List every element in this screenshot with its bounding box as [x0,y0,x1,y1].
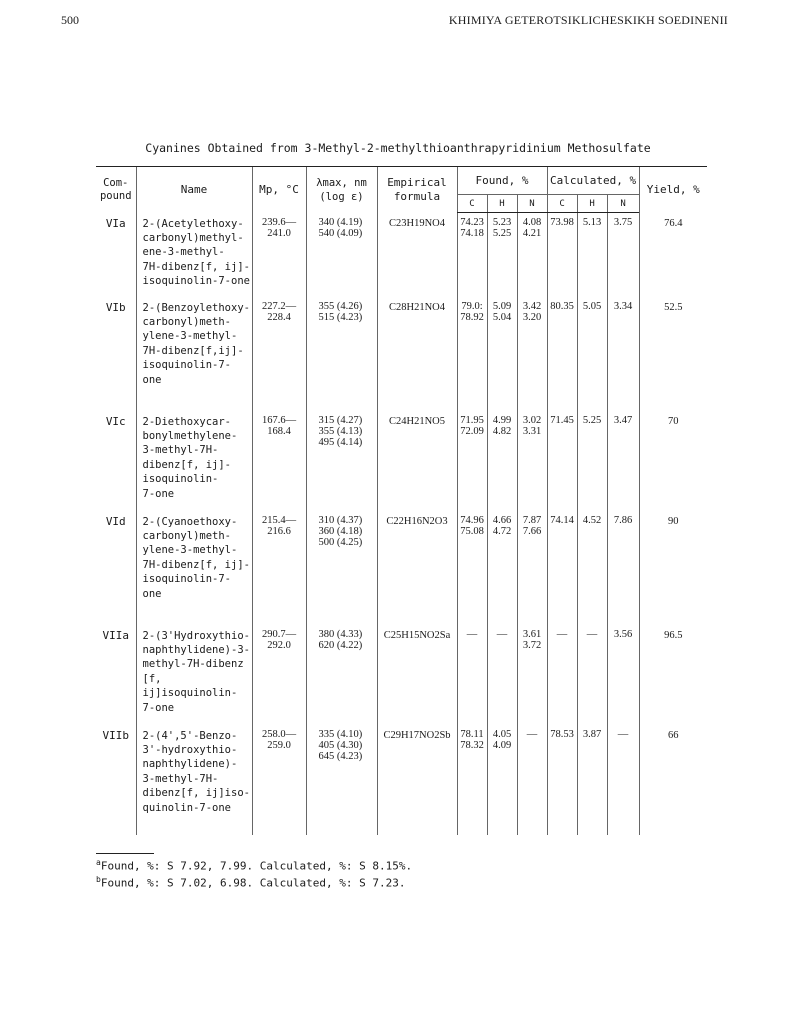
name-line: isoquinolin-7- [142,573,232,586]
mp-cell [252,511,306,625]
found-n-value: 3.42 [522,300,542,312]
yield-cell [639,213,707,297]
lambda-line: 405 (4.30) [318,739,363,751]
yield-cell [639,297,707,411]
calc-c-value: 74.14 [550,514,574,526]
mp-cell [252,213,306,297]
found-n-value: 4.08 [522,217,542,228]
lambda-line: 500 (4.25) [318,536,363,548]
mp-cell [252,625,306,725]
header-found-h: H [487,195,517,213]
found-h-cell [487,511,517,625]
lambda-cell [306,511,377,625]
found-h-cell [487,411,517,511]
compound-id: VId [105,514,126,528]
calc-h-value: 5.25 [582,414,602,426]
found-c-cell [457,411,487,511]
calc-h-value: 4.52 [582,514,602,526]
calc-n-value: 3.75 [613,217,633,228]
lambda-line: 340 (4.19) [318,216,363,228]
found-h-cell [487,725,517,835]
name-line: 2-Diethoxycar- [142,415,232,428]
lambda-line: 315 (4.27) [318,414,363,426]
calc-h-value: — [586,628,598,640]
yield-cell [639,411,707,511]
calc-h-cell [577,511,607,625]
lambda-line: 645 (4.23) [318,750,363,762]
name-cell [136,511,252,625]
page-number: 500 [61,13,79,27]
lambda-line: 310 (4.37) [318,514,363,526]
lambda-cell [306,411,377,511]
found-c-value: 71.95 [460,414,484,426]
empirical-formula: C24H21NO5 [388,415,445,427]
name-line: dibenz[f, ij]- [142,458,232,471]
calc-h-cell [577,297,607,411]
header-calc-n: N [607,195,639,213]
found-c-value: 74.18 [460,228,484,239]
found-c-cell [457,297,487,411]
formula-cell [377,297,457,411]
mp-line: 167.6— [261,414,297,426]
name-line: 7H-dibenz[f,ij]- [142,344,244,357]
calc-c-value: — [556,628,568,640]
name-line: one [142,587,162,600]
calc-c-cell [547,625,577,725]
footnote-b [96,875,405,890]
header-name: Name [136,167,252,213]
found-n-cell [517,511,547,625]
found-h-cell [487,625,517,725]
header-formula: Empirical formula [377,167,457,213]
mp-line: 258.0— [261,728,297,740]
calc-n-value: 3.56 [613,628,633,640]
calc-n-cell [607,297,639,411]
footnote-rule [96,853,154,854]
found-h-cell [487,297,517,411]
name-cell [136,297,252,411]
mp-line: 215.4— [261,514,297,526]
found-h-value: 4.82 [492,425,512,437]
name-line: 7H-dibenz[f, ij]- [142,260,250,273]
calc-n-cell [607,725,639,835]
name-line: isoquinolin-7-one [142,275,250,288]
name-line: 7-one [142,487,175,500]
empirical-formula: C23H19NO4 [388,217,445,229]
compound-id: VIb [105,300,126,314]
lambda-line: 335 (4.10) [318,728,363,740]
name-line: ylene-3-methyl- [142,330,238,343]
name-line: 2-(Acetylethoxy- [142,217,244,230]
found-h-value: — [496,628,508,640]
found-h-cell [487,213,517,297]
calc-n-cell [607,213,639,297]
name-cell [136,213,252,297]
lambda-line: 495 (4.14) [318,436,363,448]
formula-cell [377,511,457,625]
yield-value: 90 [668,515,679,527]
compound-cell [96,411,136,511]
found-c-cell [457,725,487,835]
table-row [96,297,707,411]
mp-line: 259.0 [267,739,291,751]
found-h-value: 4.05 [492,728,512,740]
found-c-value: 75.08 [460,525,484,537]
name-line: isoquinolin-7- [142,359,232,372]
mp-line: 216.6 [267,525,291,537]
calc-c-cell [547,511,577,625]
name-line: 3-methyl-7H- [142,772,219,785]
compound-id: VIIb [102,728,129,742]
lambda-line: 540 (4.09) [318,227,363,239]
header-found-n: N [517,195,547,213]
name-line: one [142,373,162,386]
mp-line: 292.0 [267,639,291,651]
yield-cell [639,725,707,835]
found-n-value: 3.72 [522,639,542,651]
yield-value: 52.5 [664,301,683,313]
calc-c-value: 80.35 [550,300,574,312]
lambda-line: 380 (4.33) [318,628,363,640]
compound-cell [96,511,136,625]
footnote-a [96,858,412,873]
compound-id: VIIa [102,628,129,642]
header-calc-h: H [577,195,607,213]
found-n-cell [517,725,547,835]
found-n-value: 4.21 [522,228,542,239]
lambda-line: 355 (4.26) [318,300,363,312]
calc-c-cell [547,297,577,411]
lambda-cell [306,213,377,297]
found-n-value: 3.02 [522,414,542,426]
compound-cell [96,725,136,835]
found-n-value: 3.31 [522,425,542,437]
calc-c-value: 71.45 [550,414,574,426]
lambda-line: 360 (4.18) [318,525,363,537]
formula-cell [377,625,457,725]
mp-line: 227.2— [261,300,297,312]
found-h-value: 5.09 [492,300,512,312]
found-n-value: 3.20 [522,311,542,323]
calc-n-cell [607,411,639,511]
compound-cell [96,625,136,725]
calc-h-value: 5.13 [582,217,602,228]
name-line: 2-(4',5'-Benzo- [142,729,238,742]
header-mp: Mp, °C [252,167,306,213]
compound-id: VIa [105,216,126,230]
compound-id: VIc [105,414,126,428]
calc-n-cell [607,511,639,625]
calc-c-cell [547,725,577,835]
found-h-value: 5.23 [492,217,512,228]
lambda-line: 515 (4.23) [318,311,363,323]
calc-c-value: 73.98 [550,217,574,228]
yield-cell [639,511,707,625]
found-h-value: 4.99 [492,414,512,426]
header-calc-c: C [547,195,577,213]
yield-cell [639,625,707,725]
name-line: 2-(Cyanoethoxy- [142,515,238,528]
header-yield: Yield, % [639,167,707,213]
name-line: [f, ij]isoquinolin- [142,672,238,700]
found-c-value: 78.11 [460,728,484,740]
header-found-c: C [457,195,487,213]
name-line: 7-one [142,701,175,714]
formula-cell [377,411,457,511]
found-n-cell [517,625,547,725]
calc-h-value: 5.05 [582,300,602,312]
footnote-a-text: Found, %: S 7.92, 7.99. Calculated, %: S 8.15%. [100,859,413,873]
table-row [96,725,707,835]
lambda-cell [306,297,377,411]
name-line: naphthylidene)- [142,758,238,771]
name-line: ene-3-methyl- [142,246,225,259]
calc-c-cell [547,411,577,511]
found-c-value: 78.32 [460,739,484,751]
calc-c-cell [547,213,577,297]
name-line: carbonyl)methyl- [142,231,244,244]
found-c-value: 74.96 [460,514,484,526]
header-lambda: λmax, nm (log ε) [306,167,377,213]
found-c-cell [457,213,487,297]
name-line: 2-(3'Hydroxythio- [142,629,250,642]
found-n-value: 7.66 [522,525,542,537]
footnote-b-text: Found, %: S 7.02, 6.98. Calculated, %: S 7.23. [100,876,406,890]
calc-h-cell [577,213,607,297]
mp-line: 239.6— [261,216,297,228]
found-c-cell [457,625,487,725]
mp-line: 290.7— [261,628,297,640]
name-line: quinolin-7-one [142,801,232,814]
name-line: naphthylidene)-3- [142,643,250,656]
found-n-cell [517,297,547,411]
table-row [96,213,707,297]
compound-cell [96,297,136,411]
mp-line: 168.4 [267,425,291,437]
name-line: ylene-3-methyl- [142,544,238,557]
header-calculated: Calculated, % [547,167,639,195]
name-line: methyl-7H-dibenz [142,658,244,671]
found-c-value: 79.0: [461,300,483,312]
found-h-value: 5.25 [492,228,512,239]
compound-cell [96,213,136,297]
empirical-formula: C25H15NO2Sa [383,629,451,641]
calc-n-value: 7.86 [613,514,633,526]
footnote-b-mark: b [96,875,101,884]
yield-value: 66 [668,729,679,741]
found-c-value: 72.09 [460,425,484,437]
calc-n-value: 3.34 [613,300,633,312]
cyanines-table [96,166,707,835]
mp-cell [252,297,306,411]
mp-line: 228.4 [267,311,291,323]
footnote-a-mark: a [96,858,101,867]
mp-cell [252,411,306,511]
name-line: carbonyl)meth- [142,315,232,328]
name-line: 7H-dibenz[f, ij]- [142,558,250,571]
name-line: 2-(Benzoylethoxy- [142,301,250,314]
yield-value: 70 [668,415,679,427]
calc-n-value: 3.47 [613,414,633,426]
found-n-value: 3.61 [522,628,542,640]
found-n-value: 7.87 [522,514,542,526]
formula-cell [377,213,457,297]
empirical-formula: C28H21NO4 [388,301,445,313]
calc-n-cell [607,625,639,725]
empirical-formula: C29H17NO2Sb [383,729,451,741]
found-n-cell [517,411,547,511]
found-c-value: — [466,628,478,640]
found-c-cell [457,511,487,625]
name-cell [136,725,252,835]
table-title: Cyanines Obtained from 3-Methyl-2-methylthioanthrapyridinium Methosulfate [145,141,651,155]
name-line: 3-methyl-7H- [142,444,219,457]
calc-h-value: 3.87 [582,728,602,740]
calc-h-cell [577,725,607,835]
yield-value: 96.5 [664,629,683,641]
found-h-value: 4.66 [492,514,512,526]
lambda-cell [306,625,377,725]
table-body [96,213,707,835]
name-line: isoquinolin- [142,473,219,486]
found-c-value: 78.92 [460,311,484,323]
table-row [96,511,707,625]
calc-c-value: 78.53 [550,728,574,740]
mp-line: 241.0 [267,227,291,239]
name-line: bonylmethylene- [142,429,238,442]
found-n-value: — [526,728,538,740]
table-row [96,625,707,725]
mp-cell [252,725,306,835]
yield-value: 76.4 [664,217,683,229]
name-line: 3'-hydroxythio- [142,743,238,756]
calc-h-cell [577,411,607,511]
found-n-cell [517,213,547,297]
table-row [96,411,707,511]
lambda-line: 620 (4.22) [318,639,363,651]
calc-h-cell [577,625,607,725]
found-h-value: 5.04 [492,311,512,323]
calc-n-value: — [617,728,629,740]
header-compound: Com-pound [96,167,136,213]
name-cell [136,625,252,725]
header-found: Found, % [457,167,547,195]
found-h-value: 4.09 [492,739,512,751]
formula-cell [377,725,457,835]
lambda-cell [306,725,377,835]
journal-header: KHIMIYA GETEROTSIKLICHESKIKH SOEDINENII [448,13,728,27]
empirical-formula: C22H16N2O3 [386,515,448,527]
name-line: dibenz[f, ij]iso- [142,787,250,800]
name-line: carbonyl)meth- [142,529,232,542]
name-cell [136,411,252,511]
lambda-line: 355 (4.13) [318,425,363,437]
found-c-value: 74.23 [460,217,484,228]
found-h-value: 4.72 [492,525,512,537]
